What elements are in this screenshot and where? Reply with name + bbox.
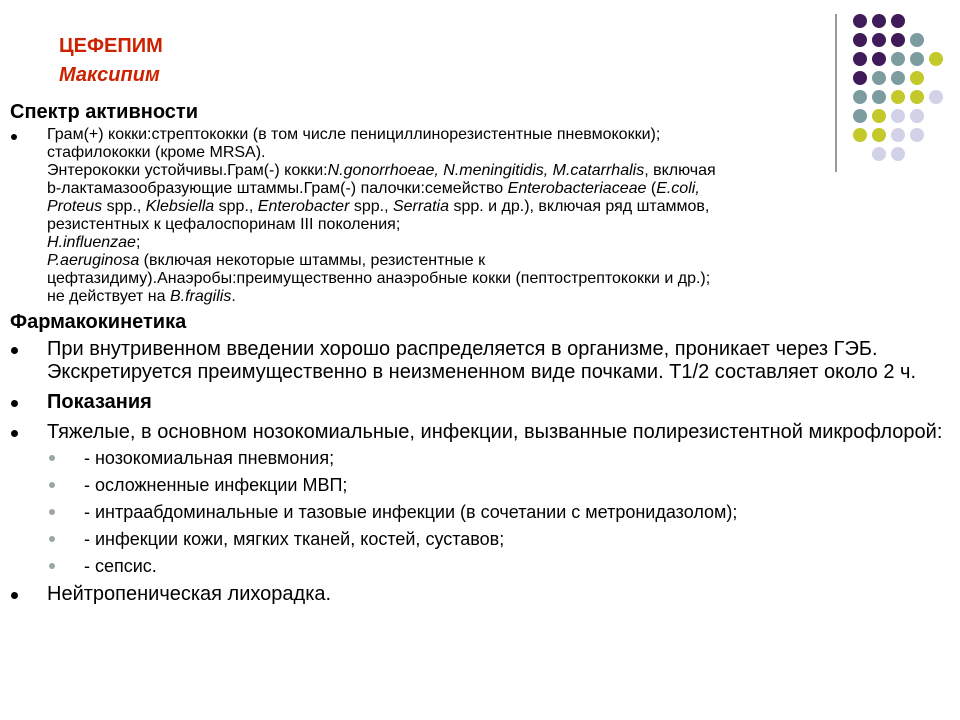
text-segment: .: [231, 288, 236, 305]
spectrum-line: [47, 126, 945, 144]
indications-last: Нейтропеническая лихорадка.: [10, 583, 945, 606]
spectrum-line: [47, 162, 945, 180]
text-segment: резистентных к цефалоспоринам III поколения;: [47, 216, 401, 233]
text-segment: Грам(+) кокки:стрептококки (в том числе пенициллинорезистентные пневмококки);: [47, 126, 661, 143]
species-name: Enterobacter: [257, 198, 350, 215]
spectrum-line: [47, 288, 945, 306]
text-segment: spp.,: [214, 198, 258, 215]
text-segment: ;: [135, 234, 141, 251]
decor-dot: [872, 14, 886, 28]
main-list: [10, 338, 945, 606]
decor-dot: [929, 52, 943, 66]
indications-sublist: [47, 448, 945, 577]
text-segment: (включая некоторые штаммы, резистентные к: [139, 252, 486, 269]
text-segment: b-лактамазообразующие штаммы.Грам(-) палочки:семейство: [47, 180, 508, 197]
list-item: - осложненные инфекции МВП;: [47, 475, 945, 496]
decor-dot: [853, 33, 867, 47]
indications-heading: Показания: [10, 391, 945, 414]
text-segment: не действует на: [47, 288, 170, 305]
decor-dot: [891, 52, 905, 66]
spectrum-heading: Спектр активности: [10, 101, 198, 123]
text-segment: , включая: [644, 162, 716, 179]
species-name: N.gonorrhoeae, N.meningitidis, M.catarrhalis: [327, 162, 645, 179]
species-name: Enterobacteriaceae: [507, 180, 647, 197]
pharmacokinetics-heading: Фармакокинетика: [10, 311, 187, 333]
species-name: P.aeruginosa: [47, 252, 140, 269]
indications-item: [10, 421, 945, 577]
title-sub: Максипим: [59, 64, 160, 86]
text-segment: Энтерококки устойчивы.Грам(-) кокки:: [47, 162, 328, 179]
list-item: - нозокомиальная пневмония;: [47, 448, 945, 469]
text-segment: (: [646, 180, 657, 197]
list-item: - инфекции кожи, мягких тканей, костей, суставов;: [47, 529, 945, 550]
decor-dot: [853, 14, 867, 28]
spectrum-text: [10, 126, 945, 306]
spectrum-line: [47, 198, 945, 216]
decor-dot: [872, 71, 886, 85]
decor-dot: [872, 33, 886, 47]
decor-dot: [872, 52, 886, 66]
text-segment: spp.,: [102, 198, 146, 215]
text-segment: стафилококки (кроме MRSA).: [47, 144, 266, 161]
spectrum-line: [47, 252, 945, 270]
species-name: B.fragilis: [169, 288, 232, 305]
decor-dot: [853, 71, 867, 85]
title-main: ЦЕФЕПИМ: [59, 35, 163, 57]
species-name: Serratia: [392, 198, 449, 215]
species-name: Proteus: [47, 198, 103, 215]
list-item: - сепсис.: [47, 556, 945, 577]
list-item: - интраабдоминальные и тазовые инфекции (в сочетании с метронидазолом);: [47, 502, 945, 523]
indications-intro: Тяжелые, в основном нозокомиальные, инфекции, вызванные полирезистентной микрофлорой:: [47, 421, 943, 443]
spectrum-line: [47, 216, 945, 234]
text-segment: цефтазидиму).Анаэробы:преимущественно анаэробные кокки (пептострептококки и др.);: [47, 270, 711, 287]
species-name: H.influenzae: [47, 234, 136, 251]
decor-dot: [853, 52, 867, 66]
spectrum-list: [10, 126, 945, 306]
pharmacokinetics-text: При внутривенном введении хорошо распределяется в организме, проникает через ГЭБ. Экскретируется преимущественно в неизмененном виде почками. Т1/2 составляет около 2 ч.: [10, 338, 945, 384]
slide-title: [59, 32, 163, 90]
decor-dot: [910, 33, 924, 47]
text-segment: spp. и др.), включая ряд штаммов,: [449, 198, 710, 215]
species-name: E.coli,: [656, 180, 700, 197]
species-name: Klebsiella: [145, 198, 215, 215]
spectrum-line: [47, 234, 945, 252]
slide-content: [10, 100, 945, 606]
decor-dot: [891, 71, 905, 85]
decor-dot: [891, 14, 905, 28]
decor-dot: [910, 71, 924, 85]
decor-dot: [910, 52, 924, 66]
decor-dot: [891, 33, 905, 47]
spectrum-line: [47, 144, 945, 162]
spectrum-line: [47, 270, 945, 288]
text-segment: spp.,: [349, 198, 393, 215]
spectrum-line: [47, 180, 945, 198]
